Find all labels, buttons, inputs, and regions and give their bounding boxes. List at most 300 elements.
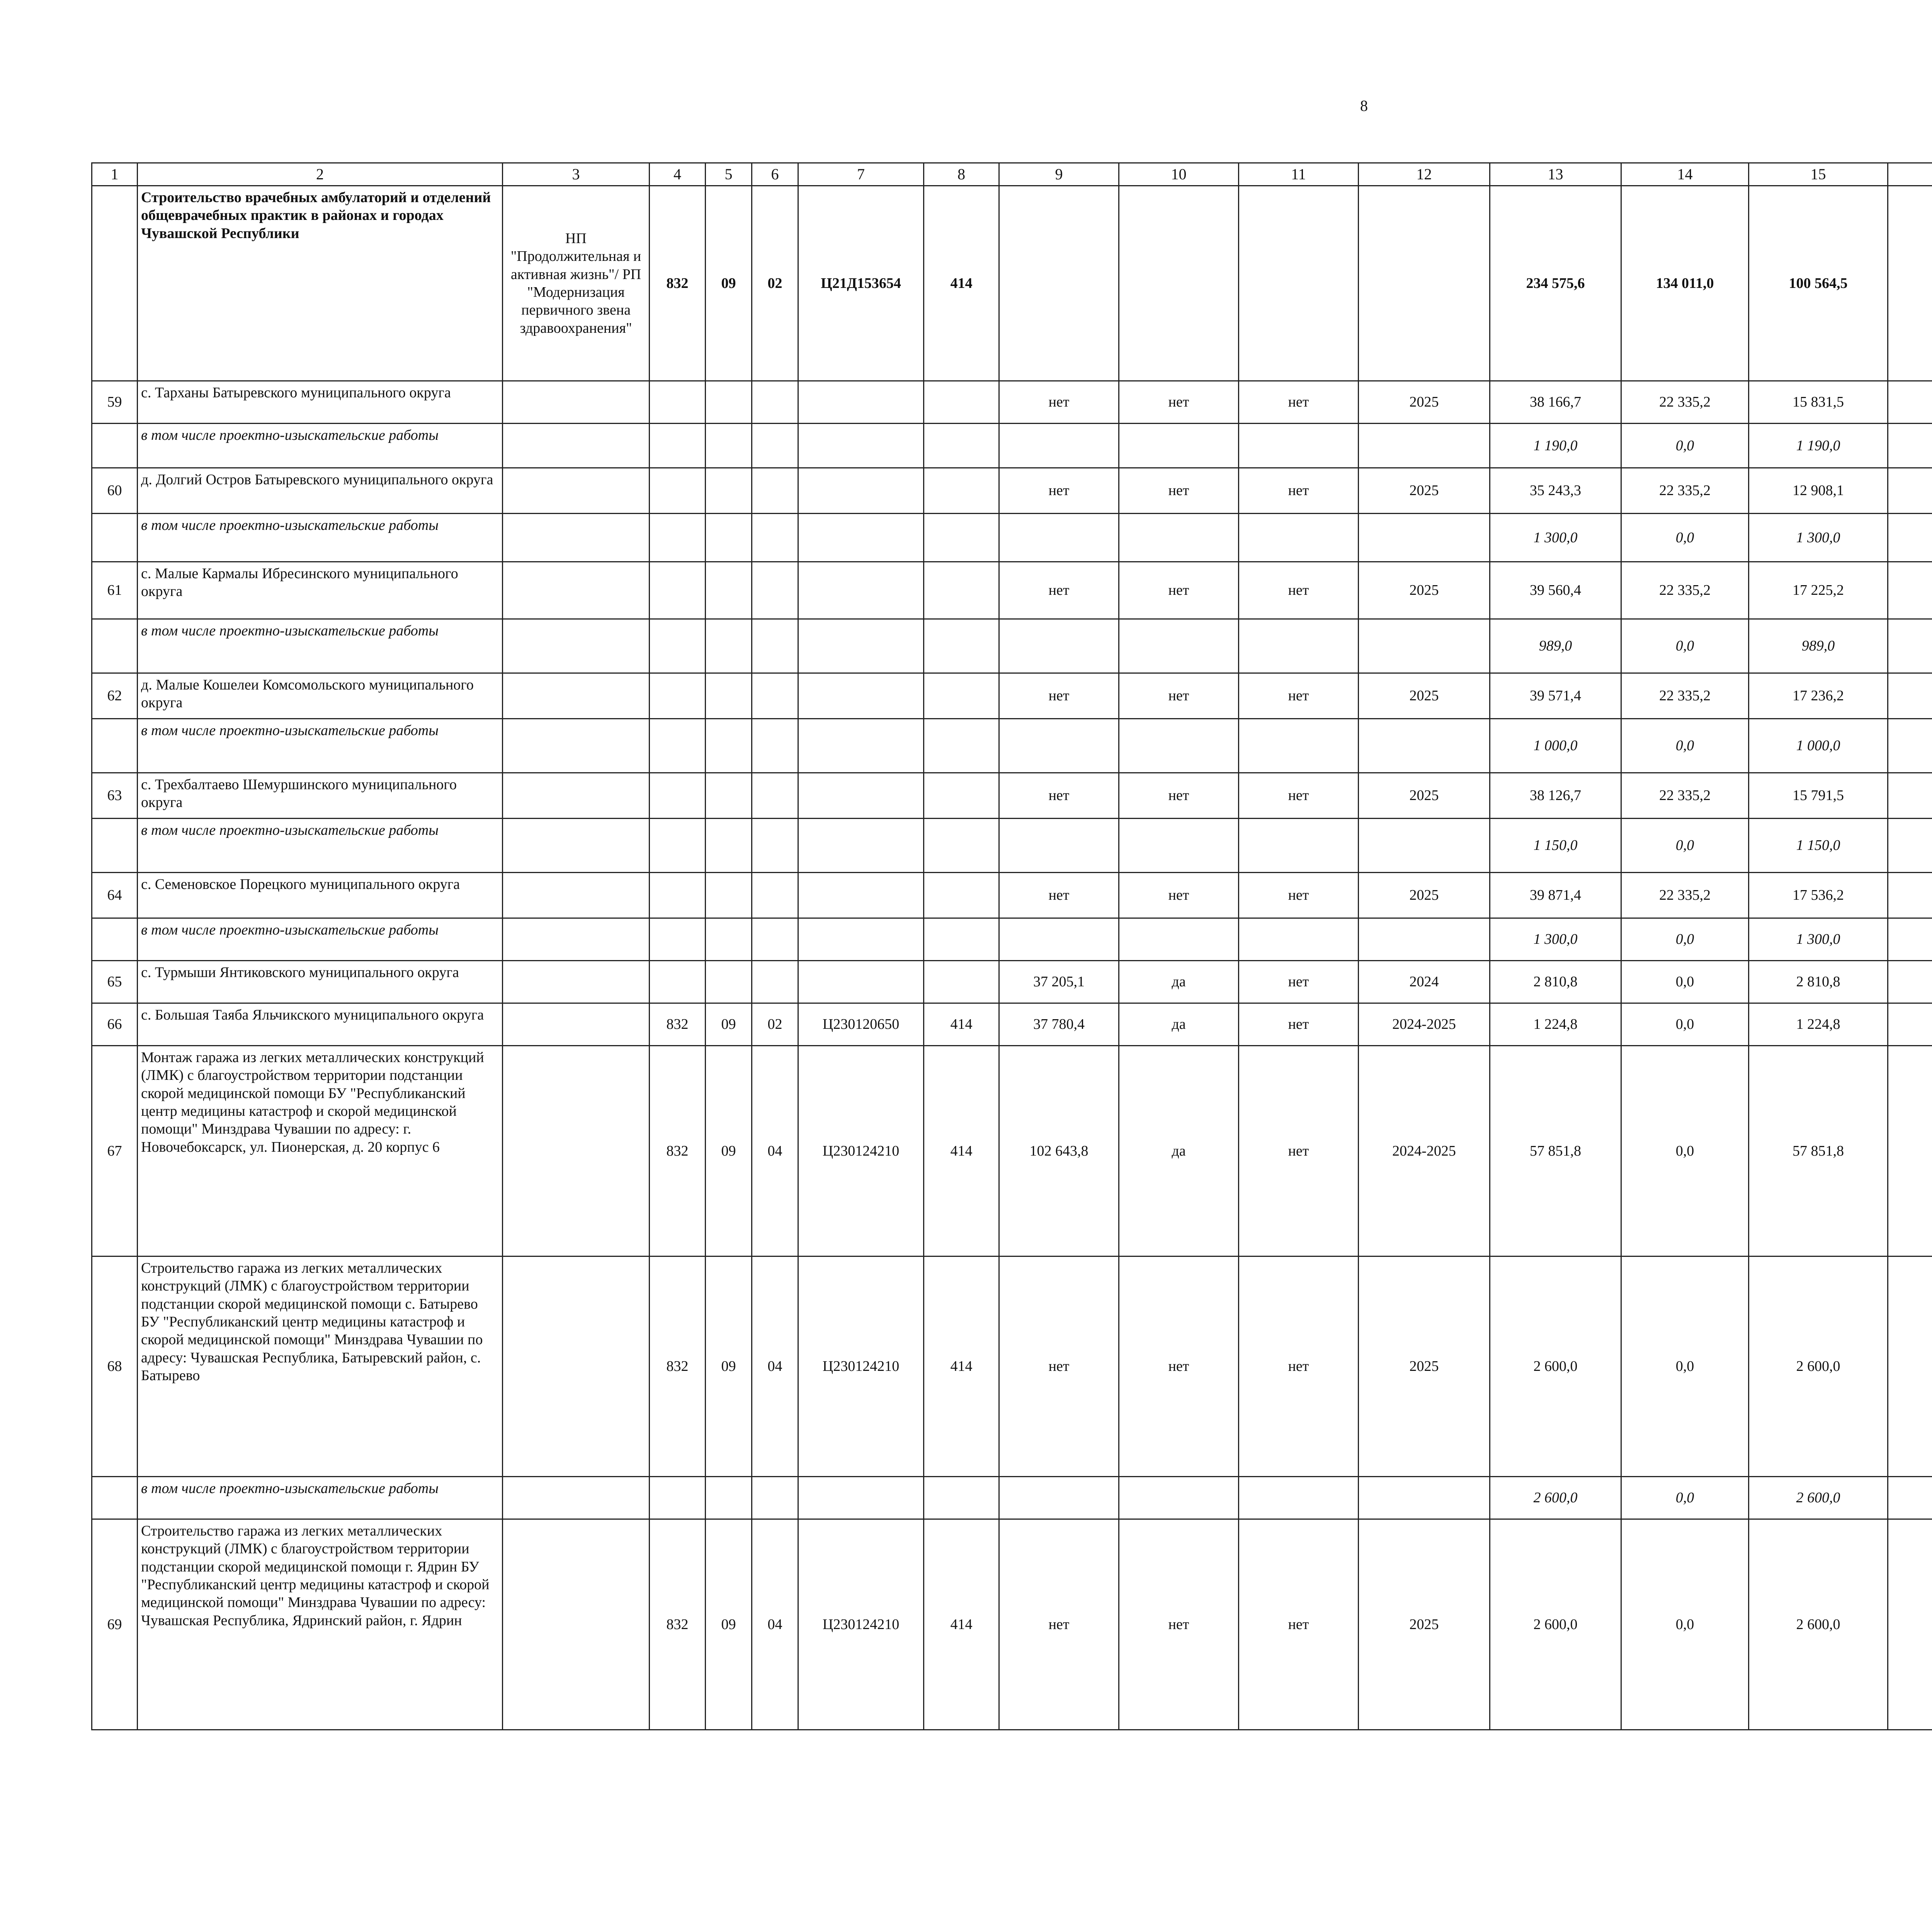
table-cell [1119,819,1239,873]
value-cell [924,468,999,514]
value-cell: 2025 [1359,562,1490,619]
row-number-cell: 59 [92,381,138,424]
code-cell: 02 [752,186,798,381]
value-cell: нет [1239,1046,1359,1256]
value-cell [924,873,999,918]
value-cell [650,773,706,819]
value-cell: 17 236,2 [1749,673,1888,719]
value-cell: 09 [706,1003,752,1046]
object-name: Строительство гаража из легких металлических конструкций (ЛМК) с благоустройством территории подстанции скорой медицинской помощи с. Батырево БУ "Республиканский центр медицины катастроф и скорой медицинской помощи" Минздрава Чувашии по адресу: Чувашская Республика, Батыревский район, с. Батырево [138,1256,503,1477]
value-cell: 989,0 [1749,619,1888,673]
table-cell [503,424,650,468]
subrow-design-work [92,1477,1932,1519]
column-header: 15 [1749,163,1888,186]
value-cell: 09 [706,1046,752,1256]
value-cell: да [1119,961,1239,1003]
value-cell: нет [1119,468,1239,514]
table-row [92,773,1932,819]
table-cell [1119,619,1239,673]
value-cell: нет [1239,381,1359,424]
value-cell [650,468,706,514]
amount-cell: 134 011,0 [1621,186,1749,381]
value-cell: нет [1239,873,1359,918]
code-cell: 414 [924,186,999,381]
value-cell: 0,0 [1621,819,1749,873]
value-cell: 37 780,4 [999,1003,1119,1046]
row-number-cell [92,1477,138,1519]
value-cell: 2025 [1359,381,1490,424]
object-name: с. Семеновское Порецкого муниципального округа [138,873,503,918]
value-cell: нет [1119,562,1239,619]
value-cell: 2025 [1359,773,1490,819]
row-number-cell: 63 [92,773,138,819]
table-cell [503,773,650,819]
value-cell: нет [1239,673,1359,719]
value-cell [650,873,706,918]
column-header: 5 [706,163,752,186]
value-cell: 832 [650,1003,706,1046]
row-number-cell [92,186,138,381]
value-cell: нет [999,381,1119,424]
column-number-row [92,163,1932,186]
table-cell [1888,961,1932,1003]
table-cell [999,619,1119,673]
table-cell [924,819,999,873]
value-cell: 57 851,8 [1490,1046,1621,1256]
value-cell: 2 810,8 [1749,961,1888,1003]
table-cell [798,1477,924,1519]
table-row [92,468,1932,514]
value-cell [752,773,798,819]
table-cell [1888,773,1932,819]
value-cell: 2025 [1359,673,1490,719]
value-cell: 1 150,0 [1749,819,1888,873]
value-cell: 832 [650,1256,706,1477]
value-cell: 414 [924,1519,999,1730]
value-cell [650,381,706,424]
value-cell: 2 600,0 [1749,1256,1888,1477]
value-cell: нет [999,1256,1119,1477]
table-cell [706,819,752,873]
subrow-label: в том числе проектно-изыскательские работы [138,424,503,468]
amount-cell [1888,186,1932,381]
table-cell [798,918,924,961]
table-cell [999,719,1119,773]
column-header: 10 [1119,163,1239,186]
value-cell [924,773,999,819]
value-cell: 02 [752,1003,798,1046]
value-cell: 38 126,7 [1490,773,1621,819]
table-cell [650,819,706,873]
table-cell [706,619,752,673]
column-header [1888,163,1932,186]
table-cell [1359,918,1490,961]
table-cell [706,918,752,961]
value-cell: 1 000,0 [1490,719,1621,773]
row-number-cell [92,819,138,873]
value-cell: 0,0 [1621,1519,1749,1730]
row-number-cell [92,619,138,673]
table-cell [999,424,1119,468]
object-name: д. Малые Кошелеи Комсомольского муниципального округа [138,673,503,719]
value-cell: 414 [924,1046,999,1256]
table-cell [706,424,752,468]
object-name: с. Большая Таяба Яльчикского муниципального округа [138,1003,503,1046]
subrow-label: в том числе проектно-изыскательские работы [138,1477,503,1519]
value-cell: нет [999,873,1119,918]
value-cell: 2025 [1359,1256,1490,1477]
value-cell: 15 831,5 [1749,381,1888,424]
table-row [92,381,1932,424]
value-cell: нет [1239,1256,1359,1477]
value-cell: Ц230124210 [798,1046,924,1256]
value-cell: 22 335,2 [1621,773,1749,819]
column-header: 1 [92,163,138,186]
value-cell: 04 [752,1046,798,1256]
value-cell: нет [1119,381,1239,424]
code-cell: Ц21Д153654 [798,186,924,381]
value-cell [798,381,924,424]
table-row [92,673,1932,719]
value-cell: 0,0 [1621,918,1749,961]
object-name: Строительство врачебных амбулаторий и отделений общеврачебных практик в районах и городах Чувашской Республики [138,186,503,381]
value-cell: нет [1119,673,1239,719]
subrow-design-work [92,819,1932,873]
table-cell [924,424,999,468]
table-row [92,873,1932,918]
table-cell [924,514,999,562]
value-cell: нет [1239,1519,1359,1730]
table-cell [798,819,924,873]
value-cell: 37 205,1 [999,961,1119,1003]
table-cell [1239,819,1359,873]
value-cell [798,873,924,918]
subrow-label: в том числе проектно-изыскательские работы [138,619,503,673]
table-cell [999,918,1119,961]
value-cell: 0,0 [1621,1046,1749,1256]
value-cell: 15 791,5 [1749,773,1888,819]
amount-cell: 100 564,5 [1749,186,1888,381]
value-cell: нет [999,562,1119,619]
program-cell: НП "Продолжительная и активная жизнь"/ РП "Модернизация первичного звена здравоохранения" [503,186,650,381]
table-cell [1359,1477,1490,1519]
value-cell: Ц230120650 [798,1003,924,1046]
value-cell: 414 [924,1256,999,1477]
table-cell [1239,918,1359,961]
value-cell: Ц230124210 [798,1519,924,1730]
table-cell [752,1477,798,1519]
subrow-design-work [92,424,1932,468]
table-cell [503,673,650,719]
table-cell [1888,381,1932,424]
value-cell: нет [999,673,1119,719]
value-cell: 1 300,0 [1749,514,1888,562]
value-cell [924,673,999,719]
value-cell: 414 [924,1003,999,1046]
value-cell: 1 224,8 [1490,1003,1621,1046]
table-cell [798,514,924,562]
table-cell [1359,819,1490,873]
value-cell: 2 600,0 [1749,1477,1888,1519]
table-cell [1888,1477,1932,1519]
row-number-cell: 62 [92,673,138,719]
table-row [92,961,1932,1003]
value-cell [924,961,999,1003]
subrow-design-work [92,719,1932,773]
table-cell [1888,819,1932,873]
table-cell [650,619,706,673]
table-cell [503,1256,650,1477]
value-cell [706,381,752,424]
row-number-cell: 68 [92,1256,138,1477]
column-header: 8 [924,163,999,186]
table-cell [503,873,650,918]
amount-cell: 234 575,6 [1490,186,1621,381]
value-cell [752,961,798,1003]
value-cell: 102 643,8 [999,1046,1119,1256]
value-cell: 22 335,2 [1621,673,1749,719]
subrow-label: в том числе проектно-изыскательские работы [138,719,503,773]
value-cell [706,673,752,719]
value-cell: 1 190,0 [1490,424,1621,468]
object-name: с. Малые Кармалы Ибресинского муниципального округа [138,562,503,619]
table-cell [924,719,999,773]
table-cell [752,819,798,873]
value-cell: 1 000,0 [1749,719,1888,773]
table-cell [999,514,1119,562]
table-cell [924,918,999,961]
table-cell [1888,1003,1932,1046]
investment-table [91,162,1932,1730]
row-number-cell: 66 [92,1003,138,1046]
table-cell [1239,424,1359,468]
value-cell: 04 [752,1519,798,1730]
table-cell [650,1477,706,1519]
table-cell [1119,1477,1239,1519]
table-cell [503,918,650,961]
value-cell: 2025 [1359,873,1490,918]
value-cell: 35 243,3 [1490,468,1621,514]
table-cell [1359,619,1490,673]
value-cell [706,468,752,514]
value-cell: нет [1239,961,1359,1003]
table-cell [650,424,706,468]
object-name: с. Тарханы Батыревского муниципального округа [138,381,503,424]
object-name: Монтаж гаража из легких металлических конструкций (ЛМК) с благоустройством территории подстанции скорой медицинской помощи БУ "Республиканский центр медицины катастроф и скорой медицинской помощи" Минздрава Чувашии по адресу: г. Новочебоксарск, ул. Пионерская, д. 20 корпус 6 [138,1046,503,1256]
value-cell: 0,0 [1621,619,1749,673]
table-row [92,562,1932,619]
table-cell [798,719,924,773]
row-number-cell: 60 [92,468,138,514]
value-cell: 2025 [1359,1519,1490,1730]
table-cell [503,468,650,514]
value-cell: 2 810,8 [1490,961,1621,1003]
value-cell: нет [1239,468,1359,514]
table-cell [1239,1477,1359,1519]
table-cell [650,514,706,562]
table-cell [706,1477,752,1519]
table-cell [1119,424,1239,468]
value-cell: да [1119,1046,1239,1256]
table-cell [924,1477,999,1519]
value-cell: 1 190,0 [1749,424,1888,468]
value-cell: Ц230124210 [798,1256,924,1477]
object-name: д. Долгий Остров Батыревского муниципального округа [138,468,503,514]
value-cell: 989,0 [1490,619,1621,673]
value-cell: 0,0 [1621,514,1749,562]
value-cell [752,673,798,719]
table-cell [1888,918,1932,961]
value-cell [752,381,798,424]
value-cell: нет [1119,773,1239,819]
table-cell [1119,186,1239,381]
table-row [92,1519,1932,1730]
value-cell: 57 851,8 [1749,1046,1888,1256]
value-cell [924,381,999,424]
value-cell: 0,0 [1621,961,1749,1003]
row-number-cell [92,424,138,468]
table-cell [706,514,752,562]
value-cell [650,673,706,719]
row-number-cell: 61 [92,562,138,619]
summary-row [92,186,1932,381]
table-cell [1888,562,1932,619]
value-cell: нет [1239,1003,1359,1046]
table-cell [1119,719,1239,773]
value-cell: нет [1119,873,1239,918]
row-number-cell [92,918,138,961]
value-cell: 39 560,4 [1490,562,1621,619]
value-cell [752,873,798,918]
value-cell: 1 300,0 [1749,918,1888,961]
value-cell: нет [999,1519,1119,1730]
value-cell: нет [999,773,1119,819]
table-cell [503,1477,650,1519]
table-cell [1888,468,1932,514]
table-cell [752,918,798,961]
page-number: 8 [1360,97,1368,114]
column-header: 3 [503,163,650,186]
table-cell [1239,619,1359,673]
value-cell: 09 [706,1256,752,1477]
row-number-cell: 64 [92,873,138,918]
value-cell: 39 871,4 [1490,873,1621,918]
value-cell [924,562,999,619]
table-row [92,1003,1932,1046]
column-header: 12 [1359,163,1490,186]
table-cell [1119,514,1239,562]
table-row [92,1046,1932,1256]
table-row [92,1256,1932,1477]
table-cell [503,719,650,773]
subrow-design-work [92,619,1932,673]
column-header: 13 [1490,163,1621,186]
value-cell [752,468,798,514]
table-cell [798,424,924,468]
table-cell [1359,719,1490,773]
subrow-label: в том числе проектно-изыскательские работы [138,514,503,562]
value-cell: 0,0 [1621,1003,1749,1046]
object-name: с. Турмыши Янтиковского муниципального округа [138,961,503,1003]
code-cell: 09 [706,186,752,381]
value-cell: 2024-2025 [1359,1046,1490,1256]
table-cell [1359,186,1490,381]
value-cell: 22 335,2 [1621,562,1749,619]
value-cell [650,961,706,1003]
column-header: 14 [1621,163,1749,186]
table-cell [503,514,650,562]
subrow-design-work [92,514,1932,562]
value-cell: 0,0 [1621,1256,1749,1477]
table-cell [1359,424,1490,468]
value-cell: нет [999,468,1119,514]
value-cell [798,468,924,514]
value-cell: 832 [650,1519,706,1730]
value-cell [706,773,752,819]
value-cell: 22 335,2 [1621,873,1749,918]
value-cell [798,773,924,819]
table-cell [1888,424,1932,468]
value-cell: 2 600,0 [1749,1519,1888,1730]
value-cell: 22 335,2 [1621,468,1749,514]
table-cell [1888,673,1932,719]
table-cell [650,719,706,773]
table-cell [1888,514,1932,562]
value-cell: 04 [752,1256,798,1477]
value-cell: 17 225,2 [1749,562,1888,619]
value-cell: 0,0 [1621,719,1749,773]
table-cell [706,719,752,773]
row-number-cell [92,719,138,773]
value-cell: 22 335,2 [1621,381,1749,424]
value-cell: 1 300,0 [1490,918,1621,961]
object-name: с. Трехбалтаево Шемуршинского муниципального округа [138,773,503,819]
value-cell: 832 [650,1046,706,1256]
column-header: 7 [798,163,924,186]
column-header: 6 [752,163,798,186]
table-cell [503,1046,650,1256]
table-cell [752,619,798,673]
value-cell: нет [1239,773,1359,819]
table-cell [1359,514,1490,562]
column-header: 9 [999,163,1119,186]
table-cell [503,819,650,873]
table-cell [1888,1046,1932,1256]
table-cell [503,619,650,673]
table-cell [752,719,798,773]
value-cell: 0,0 [1621,1477,1749,1519]
value-cell: 09 [706,1519,752,1730]
table-cell [650,918,706,961]
value-cell: 2 600,0 [1490,1477,1621,1519]
value-cell [706,873,752,918]
table-cell [503,961,650,1003]
column-header: 4 [650,163,706,186]
value-cell: нет [1119,1519,1239,1730]
table-cell [752,424,798,468]
value-cell [798,673,924,719]
value-cell: 0,0 [1621,424,1749,468]
value-cell: 2024 [1359,961,1490,1003]
row-number-cell: 67 [92,1046,138,1256]
table-cell [798,619,924,673]
table-cell [1119,918,1239,961]
table-cell [503,1003,650,1046]
value-cell: 2 600,0 [1490,1256,1621,1477]
value-cell [798,961,924,1003]
value-cell: нет [1119,1256,1239,1477]
value-cell: 1 150,0 [1490,819,1621,873]
